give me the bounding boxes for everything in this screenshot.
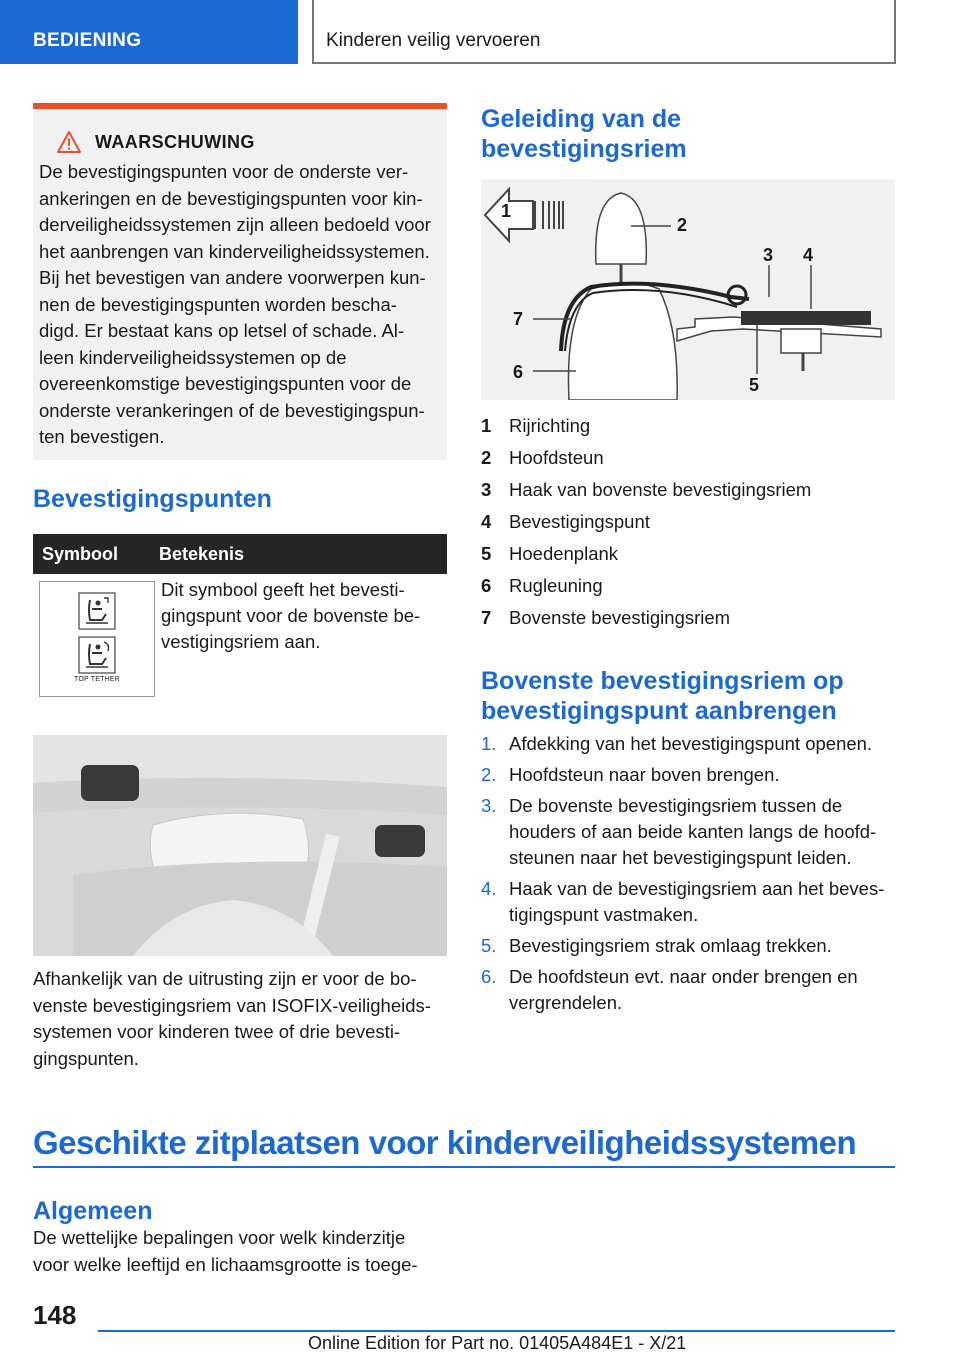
step-line: Bevestigingsriem strak omlaag trekken. — [509, 935, 832, 956]
list-item — [481, 570, 895, 602]
paragraph-line: Afhankelijk van de uitrusting zijn er voor de bo- — [33, 968, 417, 989]
step-line: tigingspunt vastmaken. — [509, 904, 699, 925]
column-header-symbol: Symbool — [42, 543, 119, 564]
heading-line: Geleiding van de — [481, 105, 682, 133]
legend-label: Rijrichting — [509, 415, 591, 436]
symbol-table — [33, 534, 447, 750]
rear-seat-illustration — [33, 735, 447, 956]
legend-number: 4 — [481, 511, 492, 532]
legend-number: 3 — [481, 479, 492, 500]
step-line: vergrendelen. — [509, 992, 623, 1013]
page-number: 148 — [33, 1300, 77, 1330]
header-chapter-title: Kinderen veilig vervoeren — [312, 0, 896, 64]
callout-1: 1 — [501, 201, 512, 221]
legend-label: Bevestigingspunt — [509, 511, 650, 532]
legend-label: Bovenste bevestigingsriem — [509, 607, 731, 628]
step-text — [509, 933, 832, 959]
legend-number: 6 — [481, 575, 492, 596]
legend-number: 2 — [481, 447, 492, 468]
step-text — [509, 731, 872, 757]
heading-line: bevestigingsriem — [481, 135, 687, 163]
callout-3: 3 — [763, 245, 774, 265]
heading-divider — [33, 1166, 895, 1168]
footer-divider — [98, 1330, 895, 1332]
symbol-cell — [39, 581, 155, 697]
paragraph-line: venste bevestigingsriem van ISOFIX-veiligheids- — [33, 994, 431, 1016]
step-line: houders of aan beide kanten langs de hoofd- — [509, 821, 877, 842]
step-line: Afdekking van het bevestigingspunt openen. — [509, 733, 873, 754]
tether-diagram-illustration — [481, 179, 895, 400]
callout-4: 4 — [803, 245, 814, 265]
callout-2: 2 — [677, 215, 688, 235]
list-item — [481, 442, 895, 474]
legend-label: Rugleuning — [509, 575, 603, 596]
step-line: Haak van de bevestigingsriem aan het beves- — [509, 878, 885, 899]
legend-number: 1 — [481, 415, 492, 436]
tether-routing-diagram — [481, 179, 895, 400]
list-item — [481, 602, 895, 634]
subheading-algemeen: Algemeen — [33, 1197, 153, 1225]
warning-line: derveiligheidssystemen zijn alleen bedoeld voor — [39, 214, 431, 235]
paragraph-line: voor welke leeftijd en lichaamsgrootte is toege- — [33, 1253, 418, 1275]
section-heading-bevestigingspunten: Bevestigingspunten — [33, 485, 272, 513]
warning-line: leen kinderveiligheidssystemen op de — [39, 346, 347, 368]
list-item — [481, 474, 895, 506]
isofix-paragraph — [33, 966, 449, 1072]
list-item — [481, 793, 899, 871]
footer-edition: Online Edition for Part no. 01405A484E1 - X/21 — [308, 1333, 687, 1353]
step-line: steunen naar het bevestigingspunt leiden. — [509, 847, 852, 868]
legend-label: Hoedenplank — [509, 543, 619, 564]
step-text — [509, 876, 884, 928]
section-heading-geleiding — [481, 104, 881, 164]
description-line: Dit symbool geeft het bevesti- — [161, 579, 405, 600]
heading-line: Bovenste bevestigingsriem op — [481, 667, 844, 695]
chapter-heading: Geschikte zitplaatsen voor kinderveiligheidssystemen — [33, 1124, 857, 1161]
section-heading-aanbrengen — [481, 666, 901, 726]
warning-line: ankeringen en de bevestigingspunten voor kin- — [39, 187, 423, 209]
symbol-caption: TOP TETHER — [74, 676, 120, 683]
symbol-description — [155, 577, 443, 749]
callout-6: 6 — [513, 362, 524, 382]
list-item — [481, 876, 899, 928]
legend-number: 7 — [481, 607, 492, 628]
legend-number: 5 — [481, 543, 492, 564]
diagram-legend — [481, 410, 895, 634]
child-seat-anchor-icon — [78, 592, 116, 630]
step-text — [509, 762, 780, 788]
algemeen-paragraph — [33, 1225, 449, 1278]
paragraph-line: systemen voor kinderen twee of drie bevesti- — [33, 1021, 401, 1042]
symbol-table-header — [33, 534, 447, 574]
warning-triangle-icon — [57, 131, 81, 153]
callout-5: 5 — [749, 375, 760, 395]
paragraph-line: De wettelijke bepalingen voor welk kinderzitje — [33, 1227, 406, 1248]
description-line: gingspunt voor de bovenste be- — [161, 605, 421, 626]
warning-box — [33, 103, 447, 460]
table-row — [33, 574, 447, 750]
steps-list — [481, 731, 899, 1021]
step-text — [509, 793, 876, 871]
warning-header — [57, 131, 441, 153]
legend-label: Hoofdsteun — [509, 447, 604, 468]
list-item — [481, 964, 899, 1016]
header-section-tab: BEDIENING — [0, 0, 298, 64]
warning-title: WAARSCHUWING — [95, 131, 255, 152]
callout-7: 7 — [513, 309, 524, 329]
step-number: 1. — [481, 733, 497, 754]
heading-line: bevestigingspunt aanbrengen — [481, 697, 837, 725]
list-item — [481, 731, 899, 757]
step-line: Hoofdsteun naar boven brengen. — [509, 764, 780, 785]
warning-line: De bevestigingspunten voor de onderste ver- — [39, 161, 409, 182]
list-item — [481, 410, 895, 442]
warning-line: ten bevestigen. — [39, 426, 165, 447]
column-header-meaning: Betekenis — [159, 543, 245, 564]
warning-line: nen de bevestigingspunten worden bescha- — [39, 293, 397, 315]
list-item — [481, 538, 895, 570]
list-item — [481, 762, 899, 788]
list-item — [481, 933, 899, 959]
warning-line: Bij het bevestigen van andere voorwerpen kun- — [39, 267, 426, 288]
description-line: vestigingsriem aan. — [161, 631, 321, 652]
step-number: 4. — [481, 878, 497, 899]
warning-line: digd. Er bestaat kans op letsel of schade. Al- — [39, 320, 405, 341]
warning-line: het aanbrengen van kinderveiligheidssystemen. — [39, 240, 430, 262]
legend-label: Haak van bovenste bevestigingsriem — [509, 479, 812, 500]
step-number: 3. — [481, 795, 497, 816]
step-line: De bovenste bevestigingsriem tussen de — [509, 795, 843, 816]
rear-seat-photo — [33, 735, 447, 956]
top-tether-icon — [78, 636, 116, 674]
step-text — [509, 964, 858, 1016]
warning-text — [39, 159, 441, 451]
warning-line: onderste verankeringen of de bevestigingspun- — [39, 399, 425, 421]
step-number: 6. — [481, 966, 497, 987]
step-number: 2. — [481, 764, 497, 785]
warning-line: overeenkomstige bevestigingspunten voor de — [39, 373, 412, 394]
list-item — [481, 506, 895, 538]
step-number: 5. — [481, 935, 497, 956]
step-line: De hoofdsteun evt. naar onder brengen en — [509, 966, 858, 987]
paragraph-line: gingspunten. — [33, 1047, 139, 1069]
